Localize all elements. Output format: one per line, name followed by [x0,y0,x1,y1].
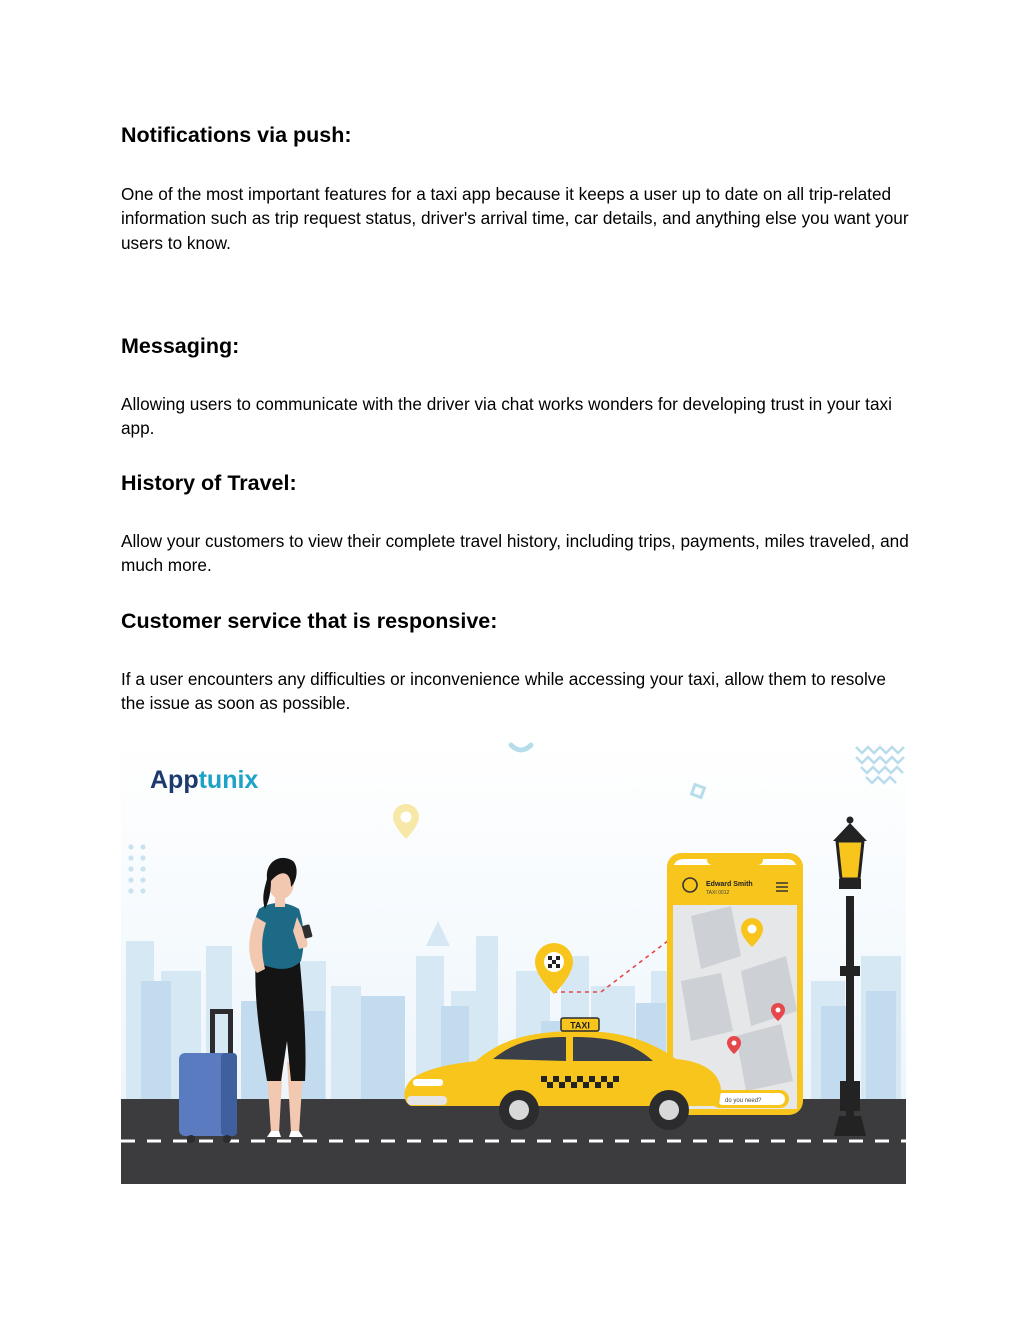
logo-suffix: tunix [198,766,259,794]
taxi-app-illustration [121,741,906,1184]
heading-customer-service: Customer service that is responsive: [121,609,498,633]
taxi-sign-text: TAXI [570,1020,590,1031]
paragraph-customer-service: If a user encounters any difficulties or inconvenience while accessing your taxi, allow them to resolve the issue as soon as possible. [121,669,886,714]
heading-travel-history: History of Travel: [121,471,297,495]
paragraph-messaging: Allowing users to communicate with the driver via chat works wonders for developing trust in your taxi app. [121,394,892,439]
search-placeholder: do you need? [725,1098,762,1104]
heading-messaging: Messaging: [121,334,240,358]
paragraph-push-notifications: One of the most important features for a taxi app because it keeps a user up to date on all trip-related information such as trip request status, driver's arrival time, car details, and anything else you want your users to know. [121,184,909,253]
paragraph-travel-history: Allow your customers to view their complete travel history, including trips, payments, miles traveled, and much more. [121,531,909,576]
driver-subtitle: TAXI 0012 [706,890,730,896]
logo-prefix: App [150,766,199,794]
apptunix-logo [150,766,258,794]
driver-name: Edward Smith [706,881,753,888]
heading-push-notifications: Notifications via push: [121,123,352,147]
